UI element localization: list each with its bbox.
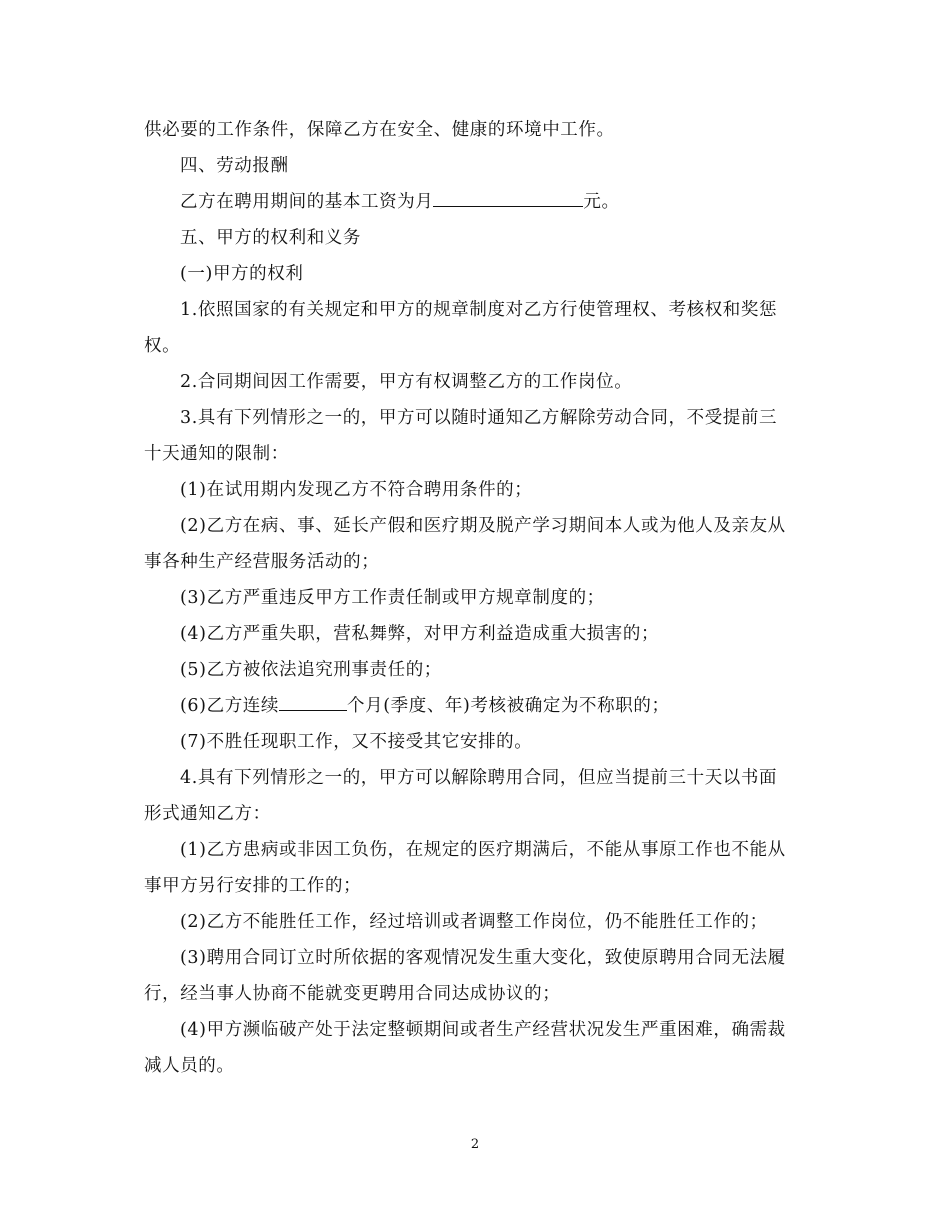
list-item-text: (6)乙方连续 (180, 696, 279, 716)
paragraph-line: 形式通知乙方： (144, 804, 271, 824)
list-item: (3)乙方严重违反甲方工作责任制或甲方规章制度的； (180, 588, 605, 608)
paragraph-line: 3.具有下列情形之一的，甲方可以随时通知乙方解除劳动合同，不受提前三 (180, 408, 778, 428)
list-item: (1)乙方患病或非因工负伤，在规定的医疗期满后，不能从事原工作也不能从 (180, 840, 786, 860)
list-item-continuation: 事甲方另行安排的工作的； (144, 876, 362, 896)
list-item (180, 696, 670, 716)
salary-unit: 元。 (583, 192, 620, 212)
list-item: (2)乙方在病、事、延长产假和医疗期及脱产学习期间本人或为他人及亲友从 (180, 516, 786, 536)
paragraph-line: 2.合同期间因工作需要，甲方有权调整乙方的工作岗位。 (180, 372, 633, 392)
paragraph-line: 4.具有下列情形之一的，甲方可以解除聘用合同，但应当提前三十天以书面 (180, 768, 778, 788)
page-number: 2 (470, 1137, 480, 1152)
salary-blank (433, 192, 583, 207)
paragraph-line: 十天通知的限制： (144, 444, 289, 464)
list-item: (5)乙方被依法追究刑事责任的； (180, 660, 442, 680)
list-item-continuation: 行，经当事人协商不能就变更聘用合同达成协议的； (144, 984, 561, 1004)
subsection-heading: (一)甲方的权利 (180, 264, 304, 284)
list-item: (3)聘用合同订立时所依据的客观情况发生重大变化，致使原聘用合同无法履 (180, 948, 786, 968)
paragraph-line: 1.依照国家的有关规定和甲方的规章制度对乙方行使管理权、考核权和奖惩 (180, 300, 778, 320)
paragraph-line (180, 192, 620, 212)
list-item: (2)乙方不能胜任工作，经过培训或者调整工作岗位，仍不能胜任工作的； (180, 912, 768, 932)
list-item-continuation: 减人员的。 (144, 1056, 235, 1076)
list-item-continuation: 事各种生产经营服务活动的； (144, 552, 380, 572)
section-heading: 五、甲方的权利和义务 (180, 228, 361, 248)
paragraph-line: 权。 (144, 336, 181, 356)
section-heading: 四、劳动报酬 (180, 156, 289, 176)
paragraph-line: 供必要的工作条件，保障乙方在安全、健康的环境中工作。 (144, 120, 615, 140)
list-item: (1)在试用期内发现乙方不符合聘用条件的； (180, 480, 533, 500)
list-item: (4)甲方濒临破产处于法定整顿期间或者生产经营状况发生严重困难，确需裁 (180, 1020, 786, 1040)
list-item: (4)乙方严重失职，营私舞弊，对甲方利益造成重大损害的； (180, 624, 660, 644)
list-item-text: 个月(季度、年)考核被确定为不称职的； (347, 696, 670, 716)
list-item: (7)不胜任现职工作，又不接受其它安排的。 (180, 732, 533, 752)
months-blank (279, 696, 347, 711)
salary-text: 乙方在聘用期间的基本工资为月 (180, 192, 434, 212)
